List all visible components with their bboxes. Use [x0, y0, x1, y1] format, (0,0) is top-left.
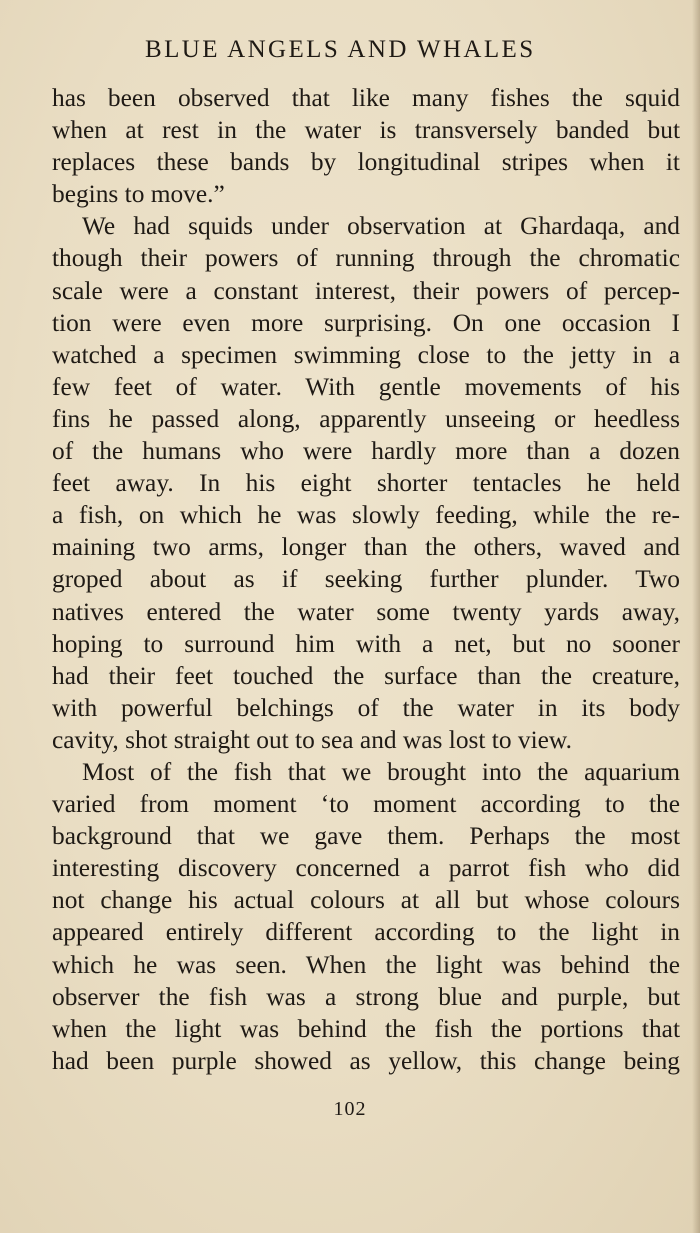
- text-line: watched a specimen swimming close to the jetty in a: [52, 340, 680, 369]
- text-line: when the light was behind the fish the portions that: [52, 1014, 680, 1043]
- text-line: groped about as if seeking further plunder. Two: [52, 565, 680, 594]
- text-line: hoping to surround him with a net, but no sooner: [52, 629, 680, 658]
- text-line: when at rest in the water is transversely banded but: [52, 116, 680, 145]
- text-line: a fish, on which he was slowly feeding, while the re-: [52, 501, 680, 530]
- text-line: replaces these bands by longitudinal stripes when it: [52, 148, 680, 177]
- text-line: cavity, shot straight out to sea and was lost to view.: [52, 725, 572, 754]
- text-line: tion were even more surprising. On one occasion I: [52, 308, 680, 337]
- text-line: appeared entirely different according to the light in: [52, 918, 680, 947]
- text-line: natives entered the water some twenty yards away,: [52, 597, 680, 626]
- page-number: 102: [333, 1098, 367, 1120]
- text-line: Most of the fish that we brought into the aquarium: [82, 757, 680, 786]
- text-line: background that we gave them. Perhaps the most: [52, 822, 680, 851]
- text-line: few feet of water. With gentle movements of his: [52, 372, 680, 401]
- text-line: interesting discovery concerned a parrot fish who did: [52, 854, 680, 883]
- running-head: BLUE ANGELS AND WHALES: [145, 36, 536, 63]
- text-line: We had squids under observation at Ghardaqa, and: [82, 212, 680, 241]
- text-line: had their feet touched the surface than the creature,: [52, 661, 680, 690]
- page-edge-shadow: [692, 0, 700, 1233]
- body-text: [52, 82, 680, 1077]
- text-line: begins to move.”: [52, 180, 225, 209]
- text-line: had been purple showed as yellow, this change being: [52, 1046, 680, 1075]
- text-line: with powerful belchings of the water in its body: [52, 693, 680, 722]
- text-line: which he was seen. When the light was behind the: [52, 950, 680, 979]
- text-line: fins he passed along, apparently unseeing or heedless: [52, 404, 680, 433]
- text-line: of the humans who were hardly more than a dozen: [52, 437, 680, 466]
- text-line: maining two arms, longer than the others, waved and: [52, 533, 680, 562]
- text-line: observer the fish was a strong blue and purple, but: [52, 982, 680, 1011]
- text-line: varied from moment ‘to moment according to the: [52, 790, 680, 819]
- text-line: has been observed that like many fishes the squid: [52, 84, 680, 112]
- text-line: scale were a constant interest, their powers of percep-: [52, 276, 680, 305]
- text-line: feet away. In his eight shorter tentacles he held: [52, 469, 680, 498]
- text-line: though their powers of running through the chromatic: [52, 244, 680, 273]
- text-line: not change his actual colours at all but whose colours: [52, 886, 680, 915]
